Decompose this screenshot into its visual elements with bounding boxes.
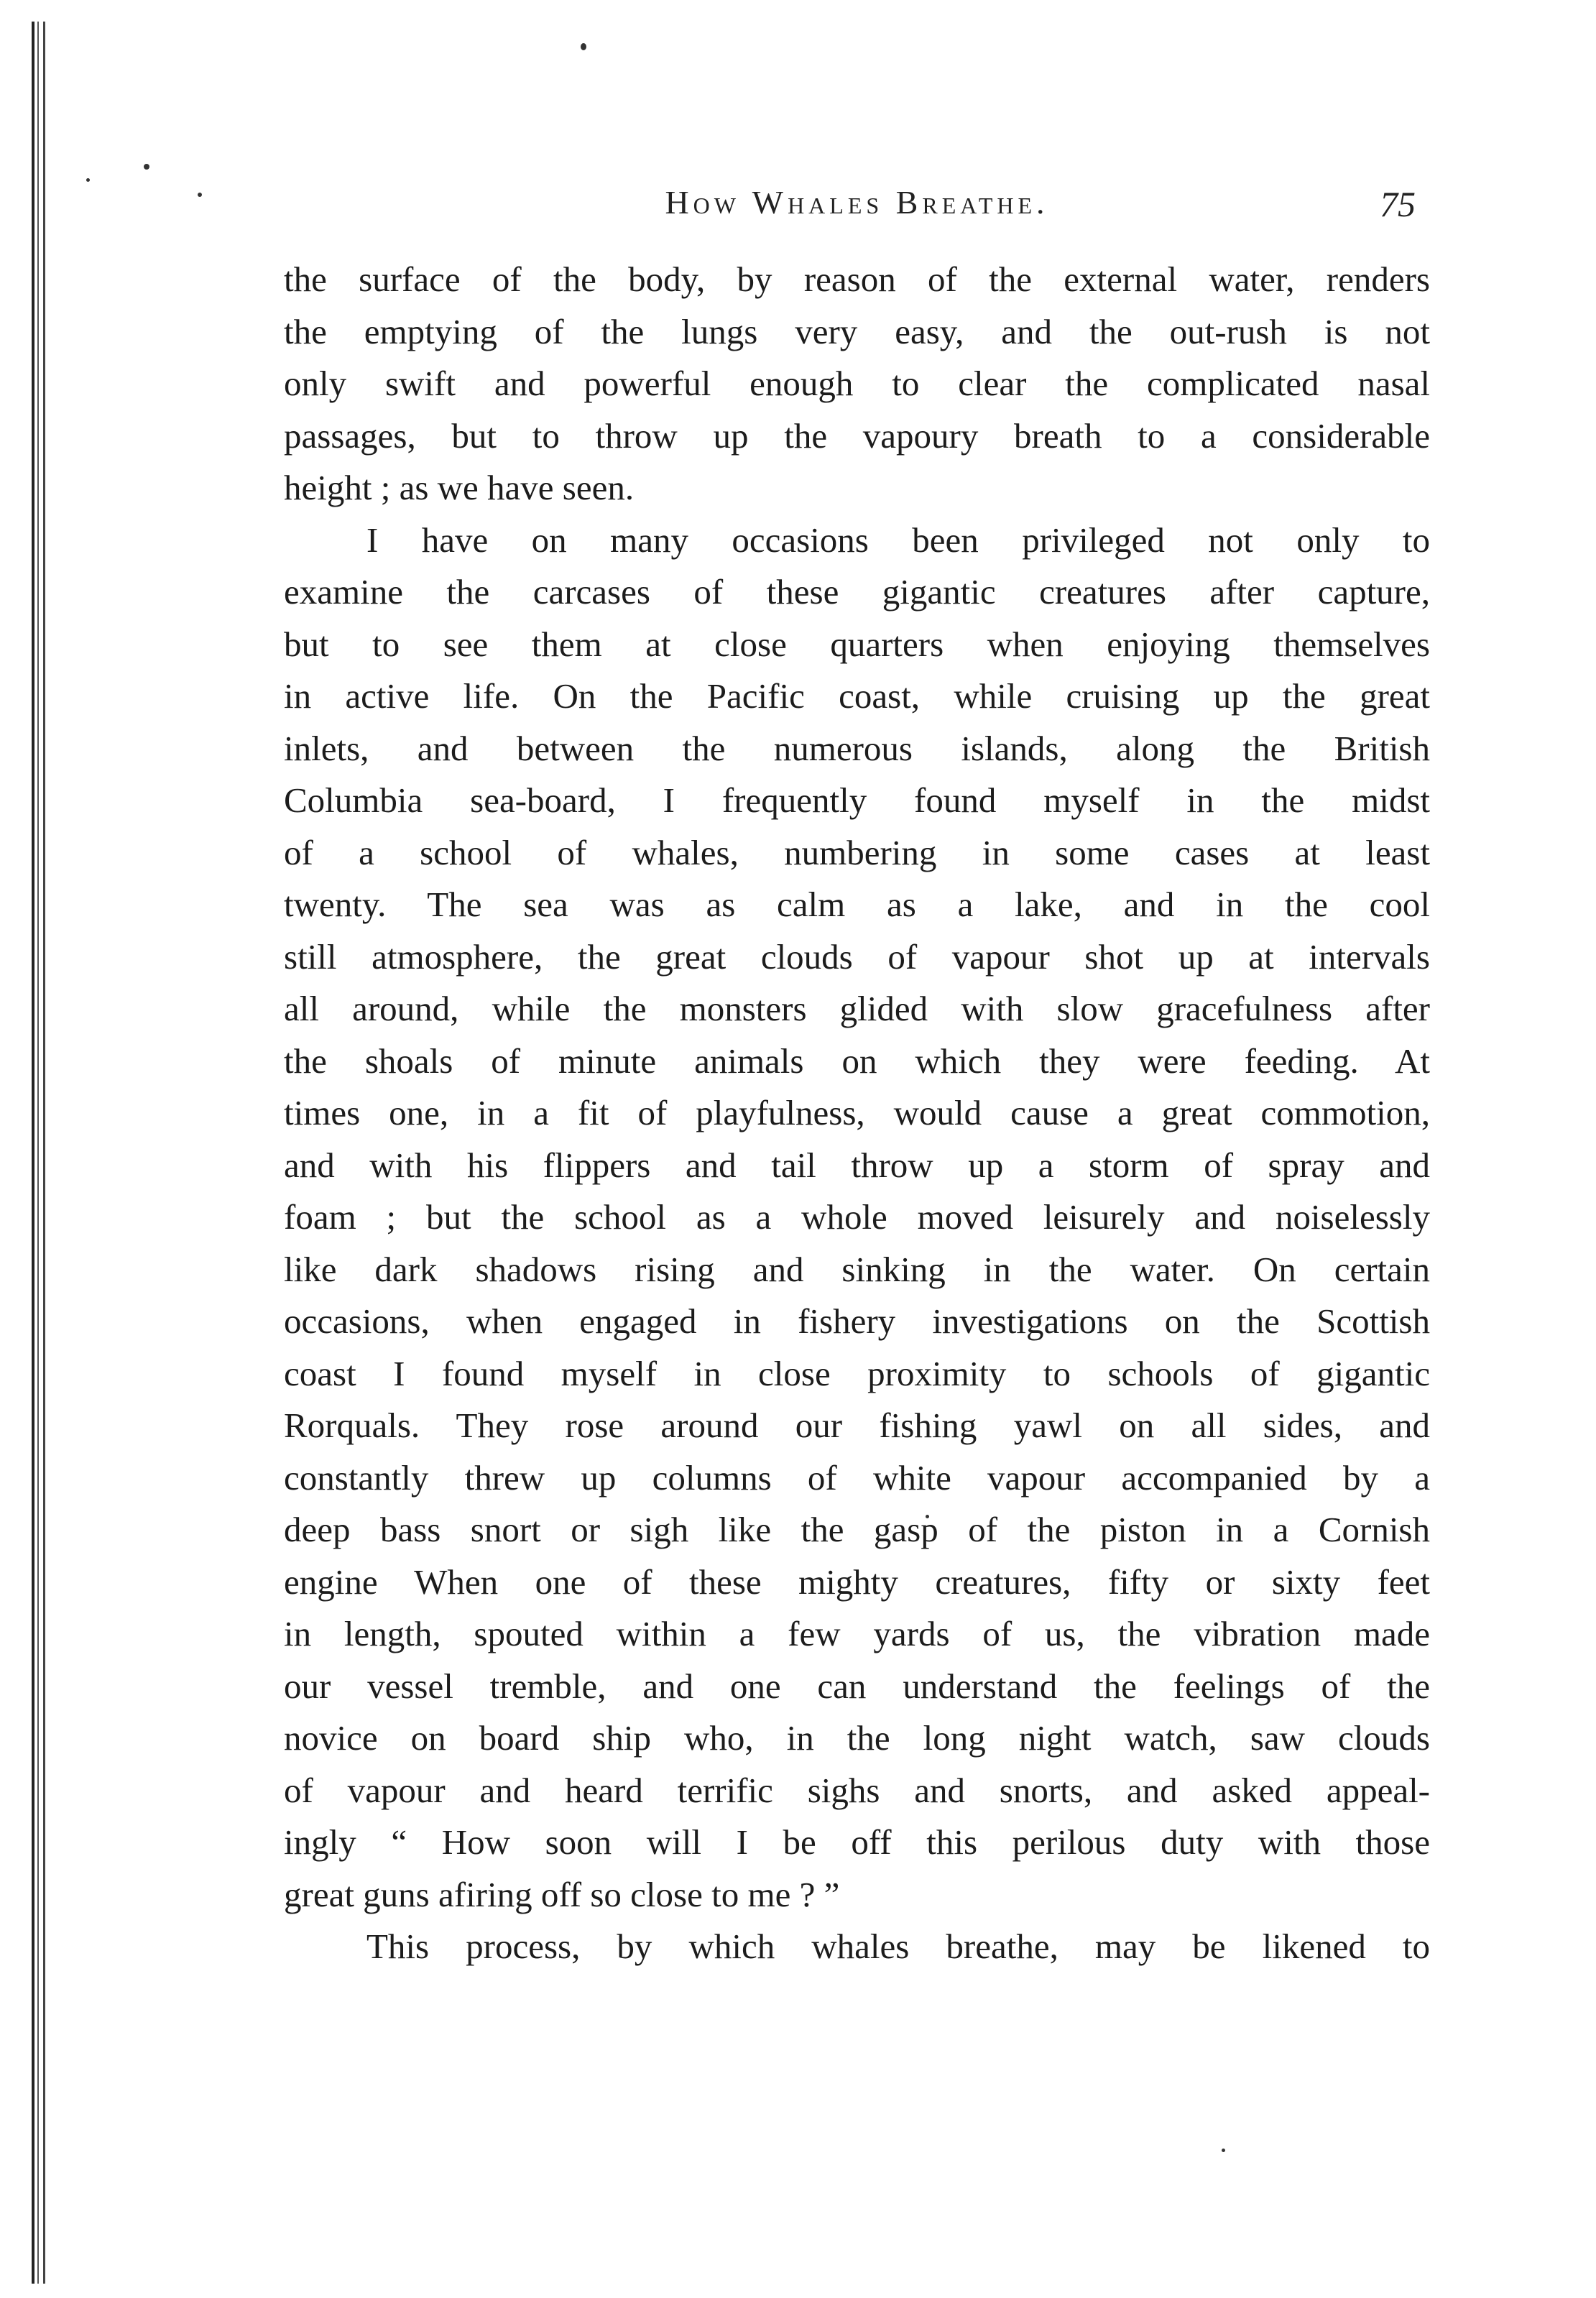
page-number: 75	[1380, 184, 1416, 224]
text-line: in active life. On the Pacific coast, while cruising up the great	[284, 676, 1430, 716]
text-line: of vapour and heard terrific sighs and snorts, and asked appeal-	[284, 1770, 1430, 1810]
running-title: How Whales Breathe.	[665, 184, 1049, 221]
running-head	[284, 183, 1430, 234]
book-page	[284, 183, 1430, 1973]
binding-line	[37, 22, 39, 2284]
text-line: the surface of the body, by reason of the external water, renders	[284, 259, 1430, 299]
text-line: novice on board ship who, in the long night watch, saw clouds	[284, 1718, 1430, 1758]
text-line: all around, while the monsters glided with slow gracefulness after	[284, 989, 1430, 1028]
text-line: in length, spouted within a few yards of us, the vibration made	[284, 1614, 1430, 1653]
text-line: the emptying of the lungs very easy, and the out-rush is not	[284, 311, 1430, 351]
text-line: the shoals of minute animals on which they were feeding. At	[284, 1040, 1430, 1081]
text-line: great guns afiring off so close to me ? ”	[284, 1874, 840, 1914]
text-line: and with his flippers and tail throw up a storm of spray and	[284, 1145, 1430, 1185]
text-line: occasions, when engaged in fishery investigations on the Scottish	[284, 1301, 1430, 1341]
text-line: of a school of whales, numbering in some cases at least	[284, 832, 1430, 872]
text-line: our vessel tremble, and one can understand the feelings of the	[284, 1666, 1430, 1706]
text-line: height ; as we have seen.	[284, 468, 635, 507]
text-line: times one, in a fit of playfulness, would cause a great commotion,	[284, 1093, 1430, 1132]
text-line: examine the carcases of these gigantic creatures after capture,	[284, 572, 1430, 612]
text-line: twenty. The sea was as calm as a lake, and in the cool	[284, 885, 1430, 924]
text-line: only swift and powerful enough to clear the complicated nasal	[284, 364, 1430, 403]
binding-line	[43, 22, 45, 2284]
text-line: foam ; but the school as a whole moved leisurely and noiselessly	[284, 1197, 1430, 1237]
body-text	[284, 254, 1430, 1973]
text-line: passages, but to throw up the vapoury breath to a considerable	[284, 415, 1430, 456]
text-line: inlets, and between the numerous islands, along the British	[284, 728, 1430, 768]
text-line: still atmosphere, the great clouds of vapour shot up at intervals	[284, 936, 1430, 977]
text-line: ingly “ How soon will I be off this perilous duty with those	[284, 1822, 1430, 1862]
binding-edge	[29, 0, 57, 2298]
text-line: like dark shadows rising and sinking in the water. On certain	[284, 1249, 1430, 1289]
text-line: Columbia sea-board, I frequently found myself in the midst	[284, 780, 1430, 820]
text-line: constantly threw up columns of white vapour accompanied by a	[284, 1457, 1430, 1498]
text-line: I have on many occasions been privileged not only to	[366, 520, 1430, 560]
text-line: coast I found myself in close proximity to schools of gigantic	[284, 1353, 1430, 1393]
text-line: This process, by which whales breathe, may be likened to	[366, 1926, 1430, 1966]
text-line: deep bass snort or sigh like the gasp of the piston in a Cornish	[284, 1510, 1430, 1549]
text-line: Rorquals. They rose around our fishing yawl on all sides, and	[284, 1406, 1430, 1445]
binding-line	[32, 22, 34, 2284]
text-line: engine When one of these mighty creatures, fifty or sixty feet	[284, 1561, 1430, 1602]
text-line: but to see them at close quarters when enjoying themselves	[284, 624, 1430, 664]
